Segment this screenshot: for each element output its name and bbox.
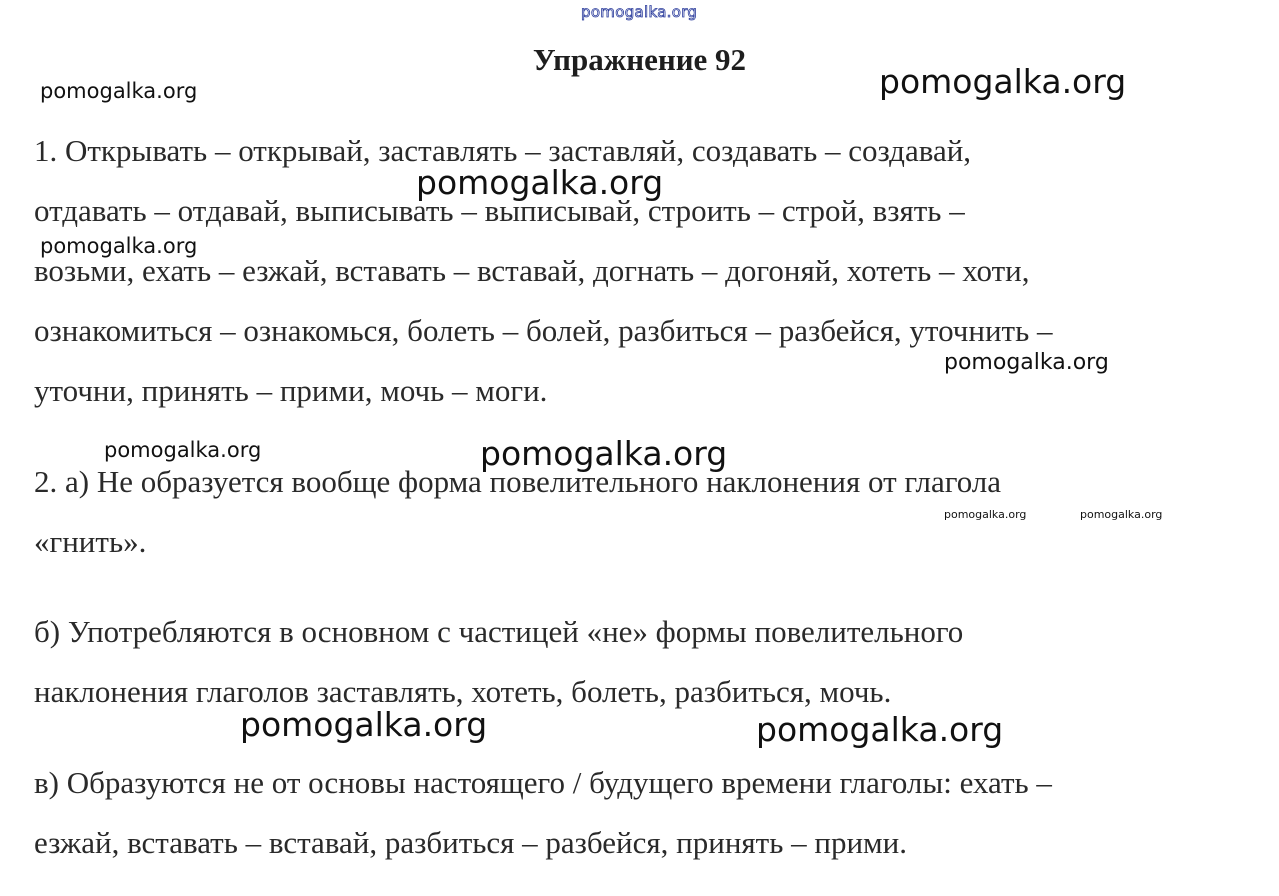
watermark-tiny-1: pomogalka.org xyxy=(944,508,1027,521)
watermark-right-mid: pomogalka.org xyxy=(944,350,1109,375)
watermark-center-2: pomogalka.org xyxy=(480,434,728,473)
watermark-left-1: pomogalka.org xyxy=(40,79,198,103)
text-line-6: 2. а) Не образуется вообще форма повелительного наклонения от глагола xyxy=(34,464,1002,499)
text-line-2: отдавать – отдавай, выписывать – выписывай, строить – строй, взять – xyxy=(34,193,965,228)
watermark-bottom-right: pomogalka.org xyxy=(756,710,1004,749)
text-line-4: ознакомиться – ознакомься, болеть – болей, разбиться – разбейся, уточнить – xyxy=(34,313,1053,348)
text-line-11: езжай, вставать – вставай, разбиться – разбейся, принять – прими. xyxy=(34,825,907,860)
watermark-top[interactable]: pomogalka.org xyxy=(581,3,698,21)
text-line-7: «гнить». xyxy=(34,524,147,559)
watermark-center-1: pomogalka.org xyxy=(416,163,664,202)
exercise-title: Упражнение 92 xyxy=(532,42,747,77)
text-line-9: наклонения глаголов заставлять, хотеть, болеть, разбиться, мочь. xyxy=(34,674,892,709)
watermark-right-large: pomogalka.org xyxy=(879,62,1127,101)
text-line-1: 1. Открывать – открывай, заставлять – заставляй, создавать – создавай, xyxy=(34,133,972,168)
watermark-left-3: pomogalka.org xyxy=(104,438,262,462)
text-line-8: б) Употребляются в основном с частицей «не» формы повелительного xyxy=(34,614,964,649)
text-line-10: в) Образуются не от основы настоящего / будущего времени глаголы: ехать – xyxy=(34,765,1052,800)
text-line-3: возьми, ехать – езжай, вставать – вставай, догнать – догоняй, хотеть – хоти, xyxy=(34,253,1030,288)
watermark-bottom-left: pomogalka.org xyxy=(240,705,488,744)
watermark-tiny-2: pomogalka.org xyxy=(1080,508,1163,521)
watermark-left-2: pomogalka.org xyxy=(40,234,198,258)
text-line-5: уточни, принять – прими, мочь – моги. xyxy=(34,373,548,408)
